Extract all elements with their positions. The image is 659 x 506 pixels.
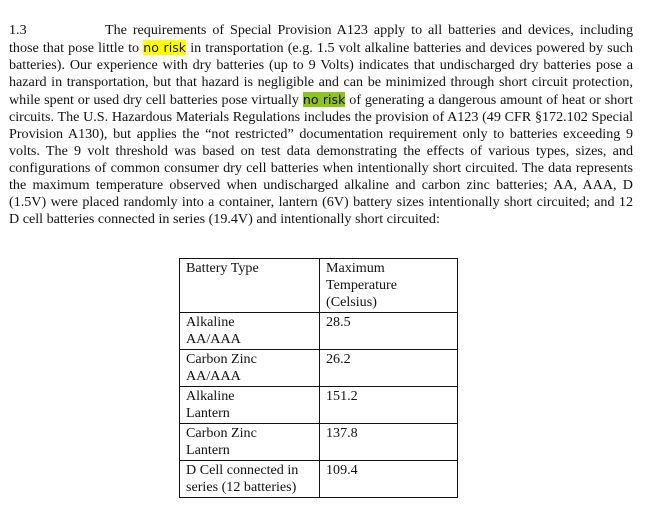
temperature-cell [320, 461, 458, 498]
highlight-no-risk-green: no risk [302, 92, 346, 107]
header-battery-type [180, 259, 320, 313]
section-paragraph [9, 22, 633, 228]
battery-type-cell [180, 387, 320, 424]
battery-type-line: Carbon Zinc [186, 351, 257, 367]
battery-type-line: series (12 batteries) [186, 479, 297, 495]
battery-temperature-table [179, 258, 458, 498]
table-row [180, 313, 458, 350]
text-segment: of generating a dangerous amount of heat or short circuits. The U.S. Hazardous Materials Regulations includes the provision of A123 (49 CFR §172.102 Special Provision A130), but applies the “not restricted” documentation requirement only to batteries exceeding 9 volts. The 9 volt threshold was based on test data demonstrating the effects of various types, sizes, and configurations of common consumer dry cell batteries when intentionally short circuited. The data represents the maximum temperature observed when undischarged alkaline and carbon zinc batteries; AA, AAA, D (1.5V) were placed randomly into a container, lantern (6V) battery sizes intentionally short circuited; and 12 D cell batteries connected in series (19.4V) and intentionally short circuited: [9, 92, 633, 227]
temperature-cell [320, 387, 458, 424]
battery-type-cell [180, 461, 320, 498]
header-line: (Celsius) [326, 294, 377, 310]
section-number: 1.3 [9, 22, 27, 38]
battery-type-line: D Cell connected in [186, 462, 299, 478]
battery-type-line: AA/AAA [186, 331, 241, 347]
temperature-value: 151.2 [326, 388, 358, 404]
table-row [180, 424, 458, 461]
temperature-value: 28.5 [326, 314, 351, 330]
temperature-cell [320, 350, 458, 387]
header-max-temperature [320, 259, 458, 313]
header-battery-type-label: Battery Type [186, 260, 259, 276]
battery-type-line: Lantern [186, 442, 230, 458]
battery-type-line: Lantern [186, 405, 230, 421]
table-row [180, 387, 458, 424]
temperature-value: 137.8 [326, 425, 358, 441]
highlight-no-risk-yellow: no risk [143, 40, 187, 55]
battery-type-line: Alkaline [186, 314, 235, 330]
text-segment: The requirements of Special Provision A123 apply to all batteries and devices, including those that pose little to [9, 22, 633, 56]
text-segment: in transportation (e.g. 1.5 volt alkaline batteries and devices powered by such batteries). Our experience with dry batteries (up to 9 Volts) indicates that undischarged dry batteries pose a hazard in transportation, but that hazard is negligible and can be minimized through short circuit protection, while spent or used dry cell batteries pose virtually [9, 40, 633, 108]
battery-type-line: Alkaline [186, 388, 235, 404]
table-row [180, 350, 458, 387]
temperature-value: 109.4 [326, 462, 358, 478]
temperature-value: 26.2 [326, 351, 351, 367]
battery-type-line: AA/AAA [186, 368, 241, 384]
temperature-cell [320, 313, 458, 350]
table-header-row [180, 259, 458, 313]
battery-type-cell [180, 424, 320, 461]
header-line: Temperature [326, 277, 398, 293]
battery-type-line: Carbon Zinc [186, 425, 257, 441]
battery-type-cell [180, 350, 320, 387]
paragraph-text [9, 22, 633, 227]
header-line: Maximum [326, 260, 385, 276]
temperature-cell [320, 424, 458, 461]
table-row [180, 461, 458, 498]
battery-type-cell [180, 313, 320, 350]
